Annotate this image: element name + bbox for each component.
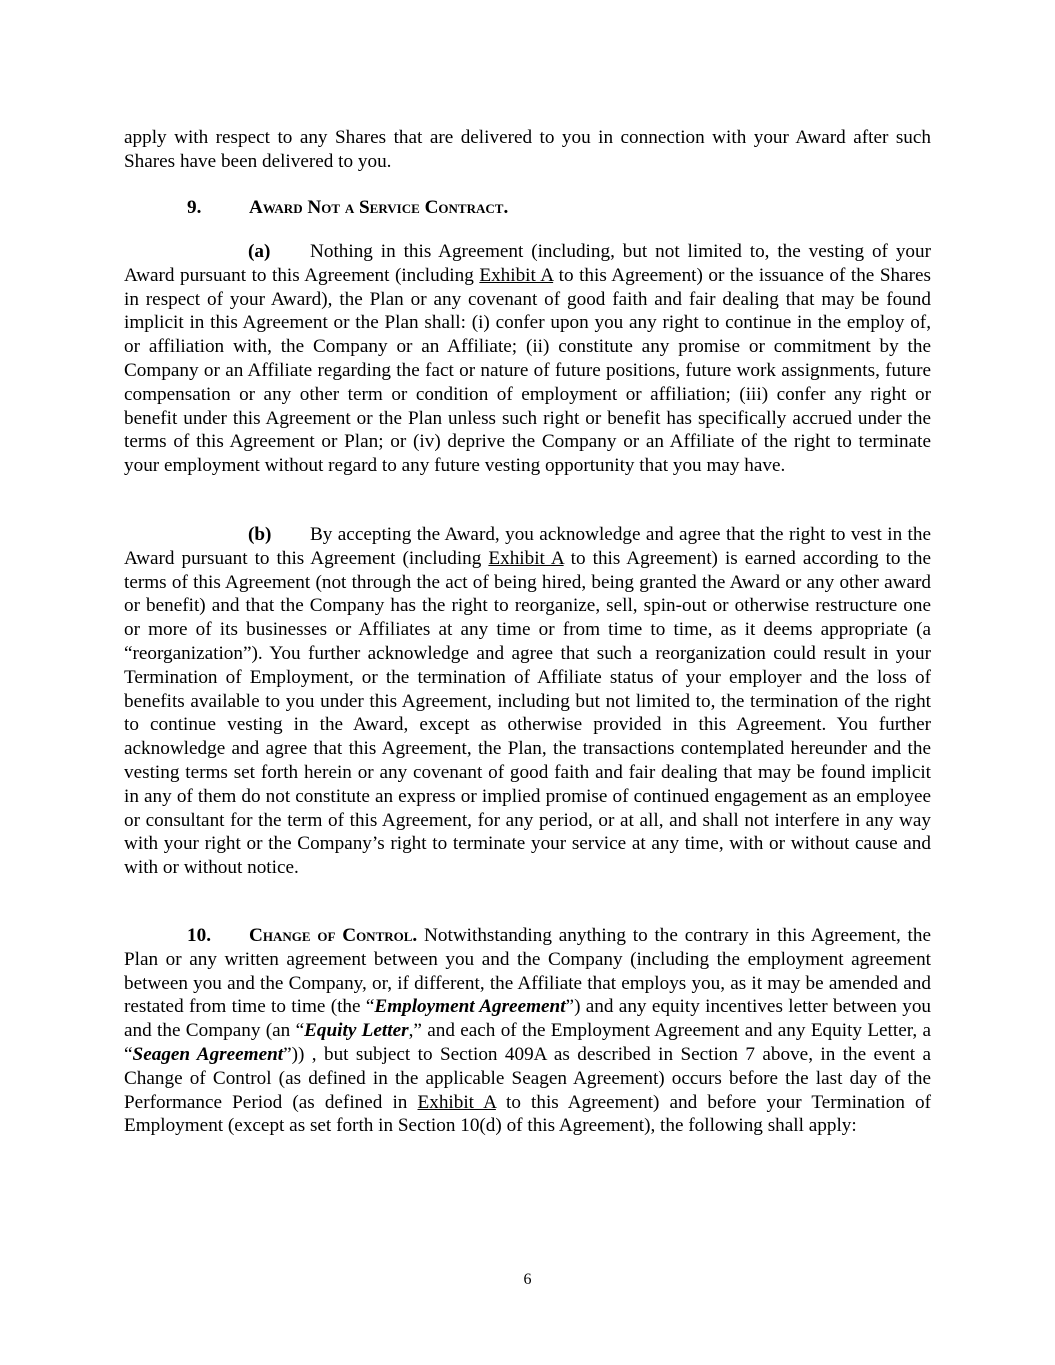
section-10-number: 10. (187, 925, 211, 946)
exhibit-a-reference: Exhibit A (417, 1091, 496, 1113)
section-9-number: 9. (187, 197, 202, 218)
paragraph-9a: (a) Nothing in this Agreement (including, but not limited to, the vesting of your Award pursuant to this Agreement (including Exhibit A to this Agreement) or the issuance of the Shares in respect of your Award), the Plan or any covenant of good faith and fair dealing that may be found implicit in this Agreement or the Plan shall: (i) confer upon you any right to continue in the employ of, or affiliation with, the Company or an Affiliate; (ii) constitute any promise or commitment by the Company or an Affiliate regarding the fact or nature of future positions, future work assignments, future compensation or any other term or condition of employment or affiliation; (iii) confer any right or benefit under this Agreement or the Plan unless such right or benefit has specifically accrued under the terms of this Agreement or Plan; or (iv) deprive the Company or an Affiliate of the right to terminate your employment without regard to any future vesting opportunity that you may have. (124, 241, 931, 477)
paragraph-intro: apply with respect to any Shares that are delivered to you in connection with your Award after such Shares have been delivered to you. (124, 127, 931, 172)
section-10-title: Change of Control. (249, 925, 418, 946)
paragraph-10: 10. Change of Control. Notwithstanding anything to the contrary in this Agreement, the Plan or any written agreement between you and the Company (including the employment agreement between you and the Company, or, if different, the Affiliate that employs you, as it may be amended and restated from time to time (the “Employment Agreement”) and any equity incentives letter between you and the Company (an “Equity Letter,” and each of the Employment Agreement and any Equity Letter, a “Seagen Agreement”)) , but subject to Section 409A as described in Section 7 above, in the event a Change of Control (as defined in the applicable Seagen Agreement) occurs before the last day of the Performance Period (as defined in Exhibit A to this Agreement) and before your Termination of Employment (except as set forth in Section 10(d) of this Agreement), the following shall apply: (124, 925, 932, 1137)
page-number: 6 (523, 1271, 532, 1288)
paragraph-9a-label: (a) (248, 241, 271, 262)
section-9-title: Award Not a Service Contract. (249, 197, 509, 218)
exhibit-a-reference: Exhibit A (479, 264, 554, 286)
paragraph-9b-label: (b) (248, 524, 272, 545)
defined-term-equity-letter: Equity Letter (304, 1020, 409, 1042)
defined-term-employment-agreement: Employment Agreement (374, 996, 566, 1018)
defined-term-seagen-agreement: Seagen Agreement (132, 1043, 284, 1065)
exhibit-a-reference: Exhibit A (488, 547, 564, 569)
section-9-heading (187, 196, 508, 220)
paragraph-9b: (b) By accepting the Award, you acknowledge and agree that the right to vest in the Award pursuant to this Agreement (including Exhibit A to this Agreement) is earned according to the terms of this Agreement (not through the act of being hired, being granted the Award or any other award or benefit) and that the Company has the right to reorganize, sell, spin-out or otherwise restructure one or more of its businesses or Affiliates at any time or from time to time, as it deems appropriate (a “reorganization”). You further acknowledge and agree that such a reorganization could result in your Termination of Employment, or the termination of Affiliate status of your employer and the loss of benefits available to you under this Agreement, including but not limited to, the termination of the right to continue vesting in the Award, except as otherwise provided in this Agreement. You further acknowledge and agree that this Agreement, the Plan, the transactions contemplated hereunder and the vesting terms set forth herein or any covenant of good faith and fair dealing that may be found implicit in any of them do not constitute an express or implied promise of continued engagement as an employee or consultant for the term of this Agreement, for any period, or at all, and shall not interfere in any way with your right or the Company’s right to terminate your service at any time, with or without cause and with or without notice. (124, 524, 931, 879)
